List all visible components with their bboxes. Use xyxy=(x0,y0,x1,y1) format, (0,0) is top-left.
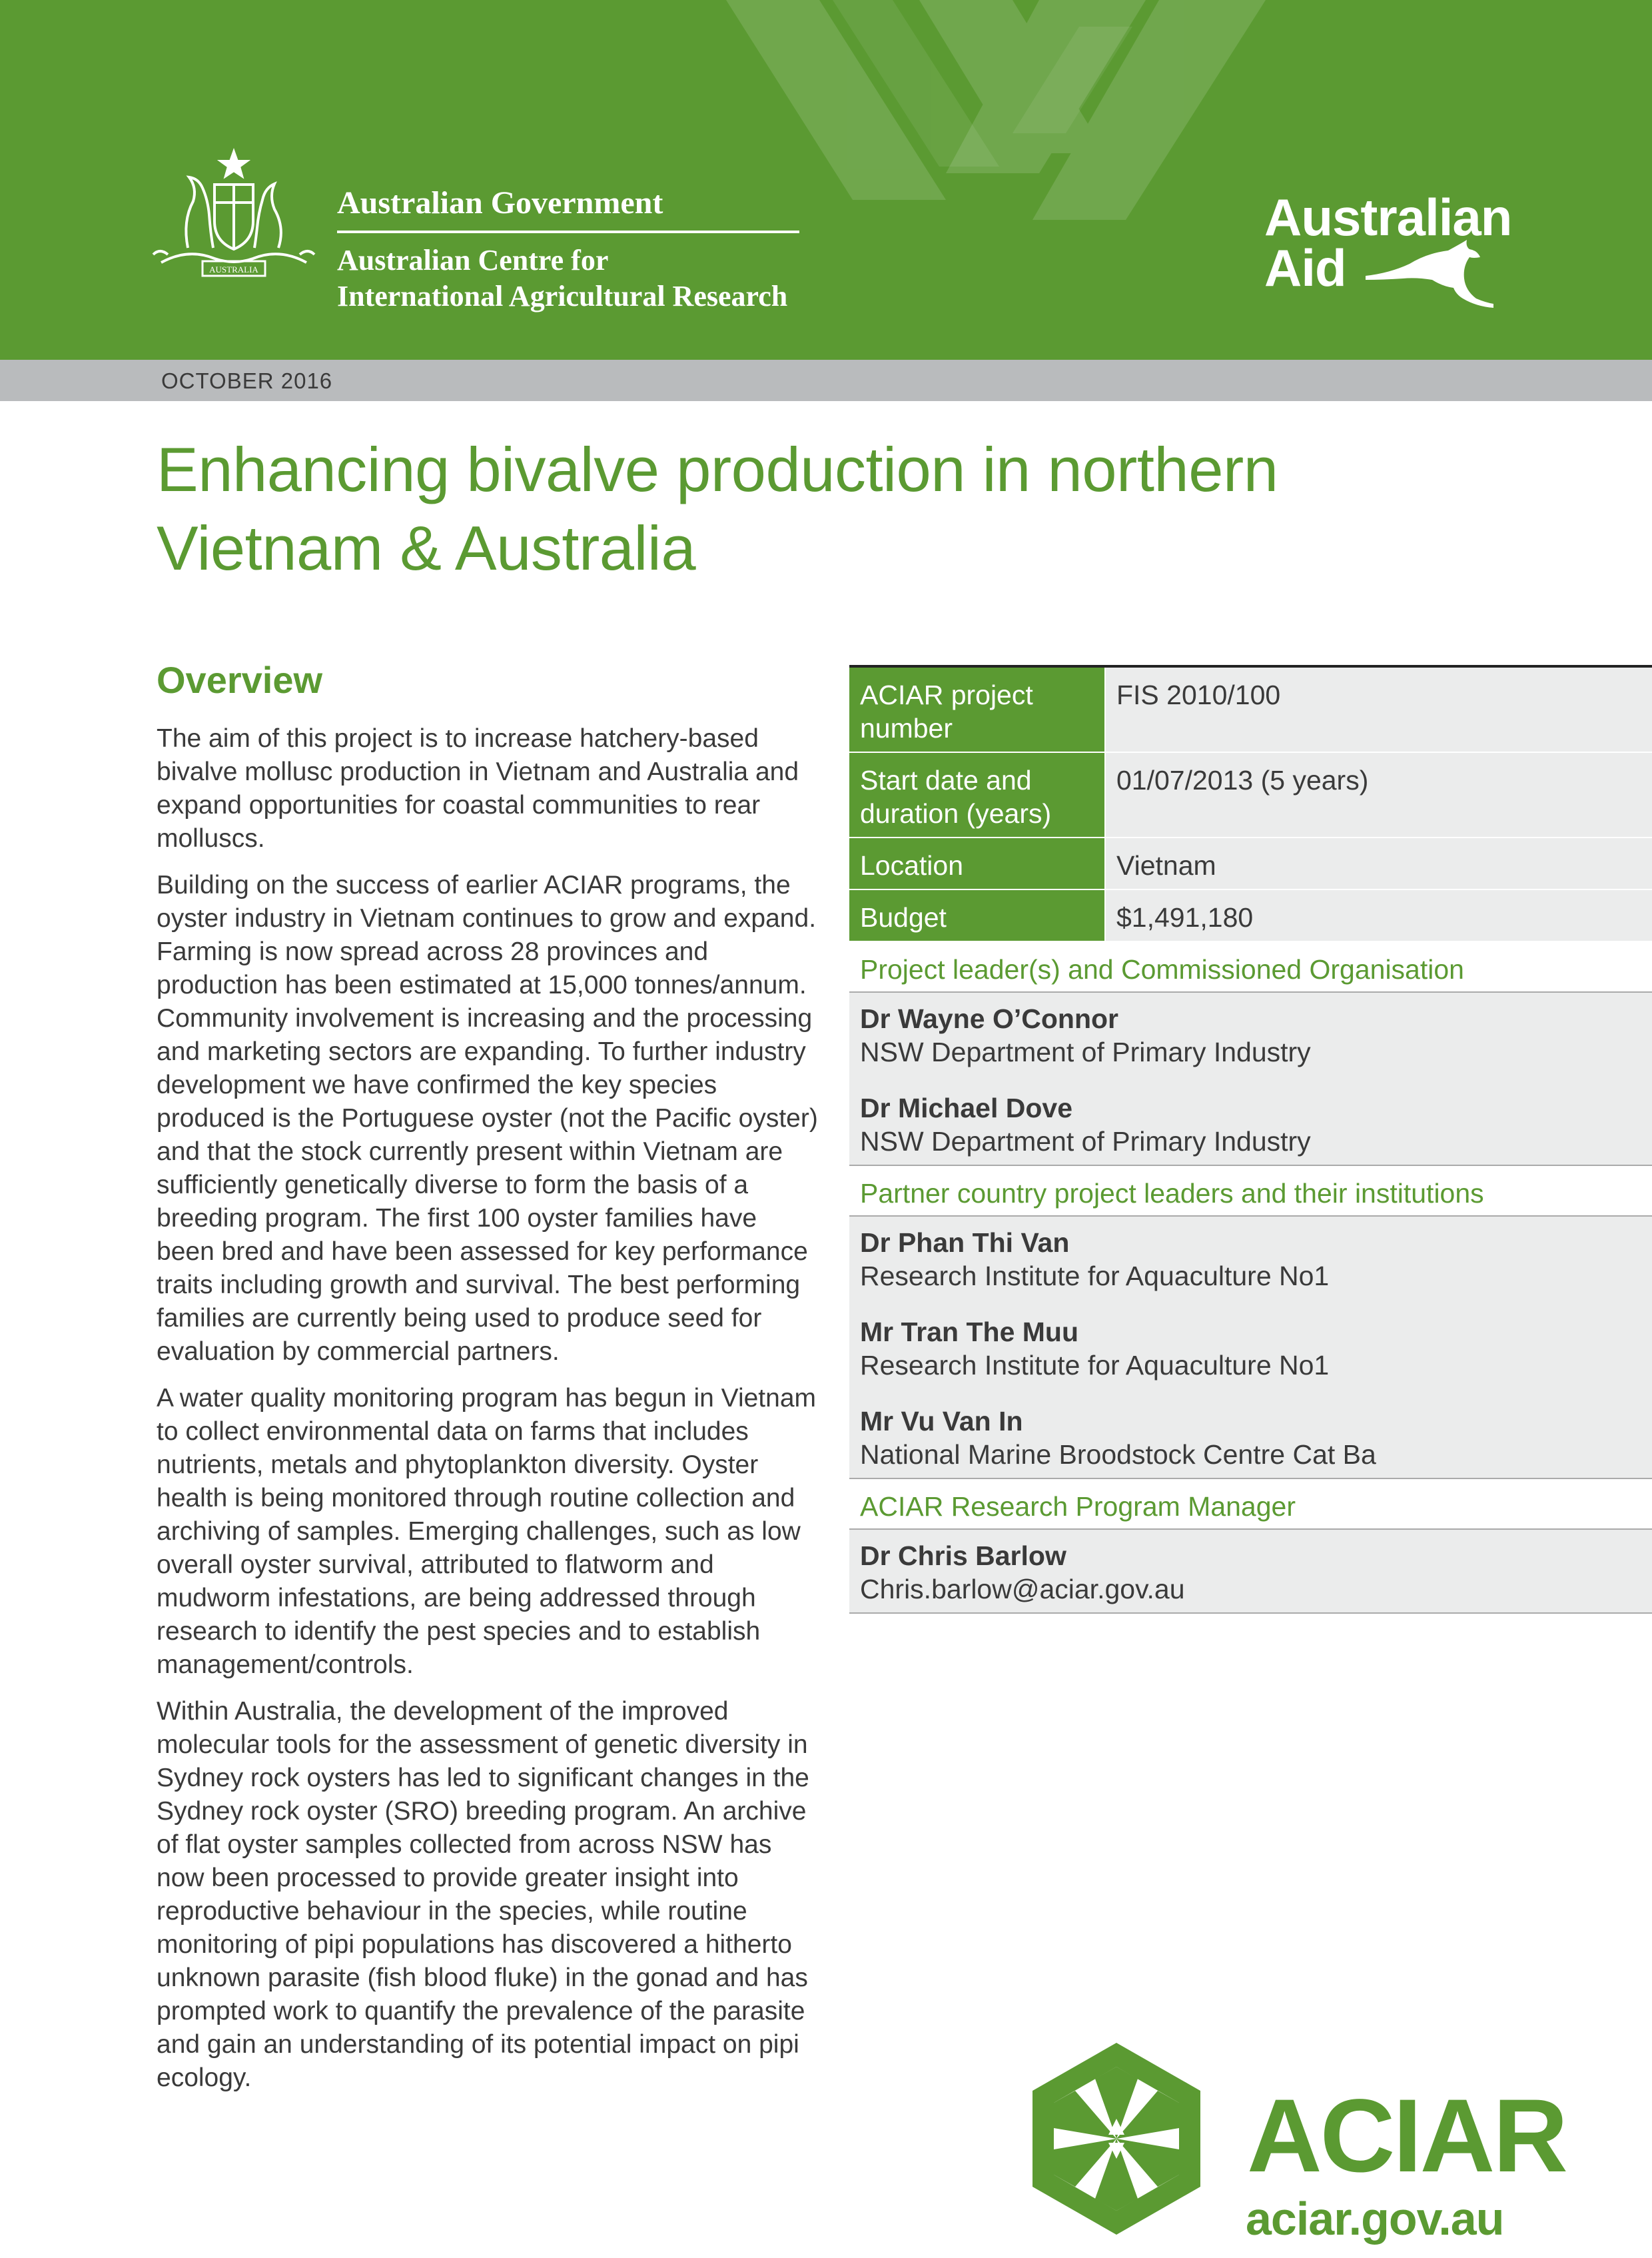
table-row xyxy=(849,890,1652,942)
person-entry xyxy=(860,1091,1641,1158)
person-entry xyxy=(860,1315,1641,1382)
row-label: ACIAR project number xyxy=(849,668,1104,752)
table-row xyxy=(849,668,1652,753)
gov-subtitle-line2: International Agricultural Research xyxy=(337,280,788,312)
row-label: Budget xyxy=(849,890,1104,941)
person-organisation: Research Institute for Aquaculture No1 xyxy=(860,1261,1330,1291)
group-heading-program-manager: ACIAR Research Program Manager xyxy=(849,1479,1652,1530)
gov-title: Australian Government xyxy=(337,184,799,233)
gov-subtitle xyxy=(337,243,803,314)
title-line1: Enhancing bivalve production in northern xyxy=(157,434,1278,504)
person-name: Dr Michael Dove xyxy=(860,1093,1072,1123)
aciar-website-link[interactable]: aciar.gov.au xyxy=(1246,2193,1504,2245)
table-row xyxy=(849,838,1652,890)
table-row xyxy=(849,753,1652,838)
header-banner xyxy=(0,0,1652,360)
page-title xyxy=(157,430,1555,588)
row-value: 01/07/2013 (5 years) xyxy=(1104,753,1652,837)
commonwealth-coat-of-arms-icon xyxy=(148,148,320,286)
overview-paragraph: Within Australia, the development of the improved molecular tools for the assessment of genetic diversity in Sydney rock oysters has led to significant changes in the Sydney rock oyster (SRO) breeding program. An archive of flat oyster samples collected from across NSW has now been processed to provide greater insight into reproductive behaviour in the species, while routine monitoring of pipi populations has discovered a hitherto unknown parasite (fish blood fluke) in the gonad and has prompted work to quantify the prevalence of the parasite and gain an understanding of its potential impact on pipi ecology. xyxy=(157,1697,809,2092)
overview-paragraph: The aim of this project is to increase hatchery-based bivalve mollusc production in Vietnam and Australia and expand opportunities for coastal communities to rear molluscs. xyxy=(157,724,799,853)
group-heading-project-leaders: Project leader(s) and Commissioned Organisation xyxy=(849,942,1652,993)
overview-section xyxy=(157,658,819,2108)
aid-line1: Australian xyxy=(1264,188,1512,247)
overview-paragraph: Building on the success of earlier ACIAR programs, the oyster industry in Vietnam continues to grow and expand. Farming is now spread across 28 provinces and production has been estimated at 15,000 tonnes/annum. Community involvement is increasing and the processing and marketing sectors are expanding. To further industry development we have confirmed the key species produced is the Portuguese oyster (not the Pacific oyster) and that the stock currently present within Vietnam are sufficiently genetically diverse to form the basis of a breeding program. The first 100 oyster families have been bred and have been assessed for key performance traits including growth and survival. The best performing families are currently being used to produce seed for evaluation by commercial partners. xyxy=(157,871,818,1366)
person-entry xyxy=(860,1539,1641,1606)
person-name: Dr Wayne O’Connor xyxy=(860,1003,1118,1034)
row-label: Start date and duration (years) xyxy=(849,753,1104,837)
group-heading-partner-leaders: Partner country project leaders and their institutions xyxy=(849,1166,1652,1217)
row-value: $1,491,180 xyxy=(1104,890,1652,941)
person-name: Dr Chris Barlow xyxy=(860,1540,1066,1571)
person-entry xyxy=(860,1226,1641,1293)
group-body xyxy=(849,1217,1652,1479)
overview-paragraph: A water quality monitoring program has begun in Vietnam to collect environmental data on farms that includes nutrients, metals and phytoplankton diversity. Oyster health is being monitored through routine collection and archiving of samples. Emerging challenges, such as low overall oyster survival, attributed to flatworm and mudworm infestations, are being addressed through research to identify the pest species and to establish management/controls. xyxy=(157,1384,817,1679)
gov-subtitle-line1: Australian Centre for xyxy=(337,244,609,277)
aciar-wordmark: ACIAR xyxy=(1247,2078,1566,2194)
project-info-table xyxy=(849,665,1652,1614)
svg-text:AUSTRALIA: AUSTRALIA xyxy=(209,265,258,275)
aciar-hexagon-icon xyxy=(1026,2039,1207,2239)
person-entry xyxy=(860,1405,1641,1471)
kangaroo-icon xyxy=(1363,237,1496,310)
person-organisation: NSW Department of Primary Industry xyxy=(860,1126,1311,1157)
person-name: Dr Phan Thi Van xyxy=(860,1227,1070,1258)
group-body xyxy=(849,993,1652,1166)
group-body xyxy=(849,1530,1652,1614)
overview-heading: Overview xyxy=(157,659,323,701)
person-email-link[interactable]: Chris.barlow@aciar.gov.au xyxy=(860,1574,1185,1604)
person-name: Mr Tran The Muu xyxy=(860,1317,1078,1347)
aid-line2: Aid xyxy=(1264,239,1346,297)
title-line2: Vietnam & Australia xyxy=(157,513,696,583)
person-name: Mr Vu Van In xyxy=(860,1406,1023,1436)
government-wordmark xyxy=(337,184,803,314)
person-organisation: National Marine Broodstock Centre Cat Ba xyxy=(860,1439,1376,1470)
person-entry xyxy=(860,1002,1641,1069)
row-label: Location xyxy=(849,838,1104,889)
australian-aid-logo xyxy=(1264,188,1551,317)
publication-date: OCTOBER 2016 xyxy=(161,368,333,393)
person-organisation: NSW Department of Primary Industry xyxy=(860,1037,1311,1067)
person-organisation: Research Institute for Aquaculture No1 xyxy=(860,1350,1330,1381)
date-strip xyxy=(0,360,1652,401)
row-value: FIS 2010/100 xyxy=(1104,668,1652,752)
row-value: Vietnam xyxy=(1104,838,1652,889)
